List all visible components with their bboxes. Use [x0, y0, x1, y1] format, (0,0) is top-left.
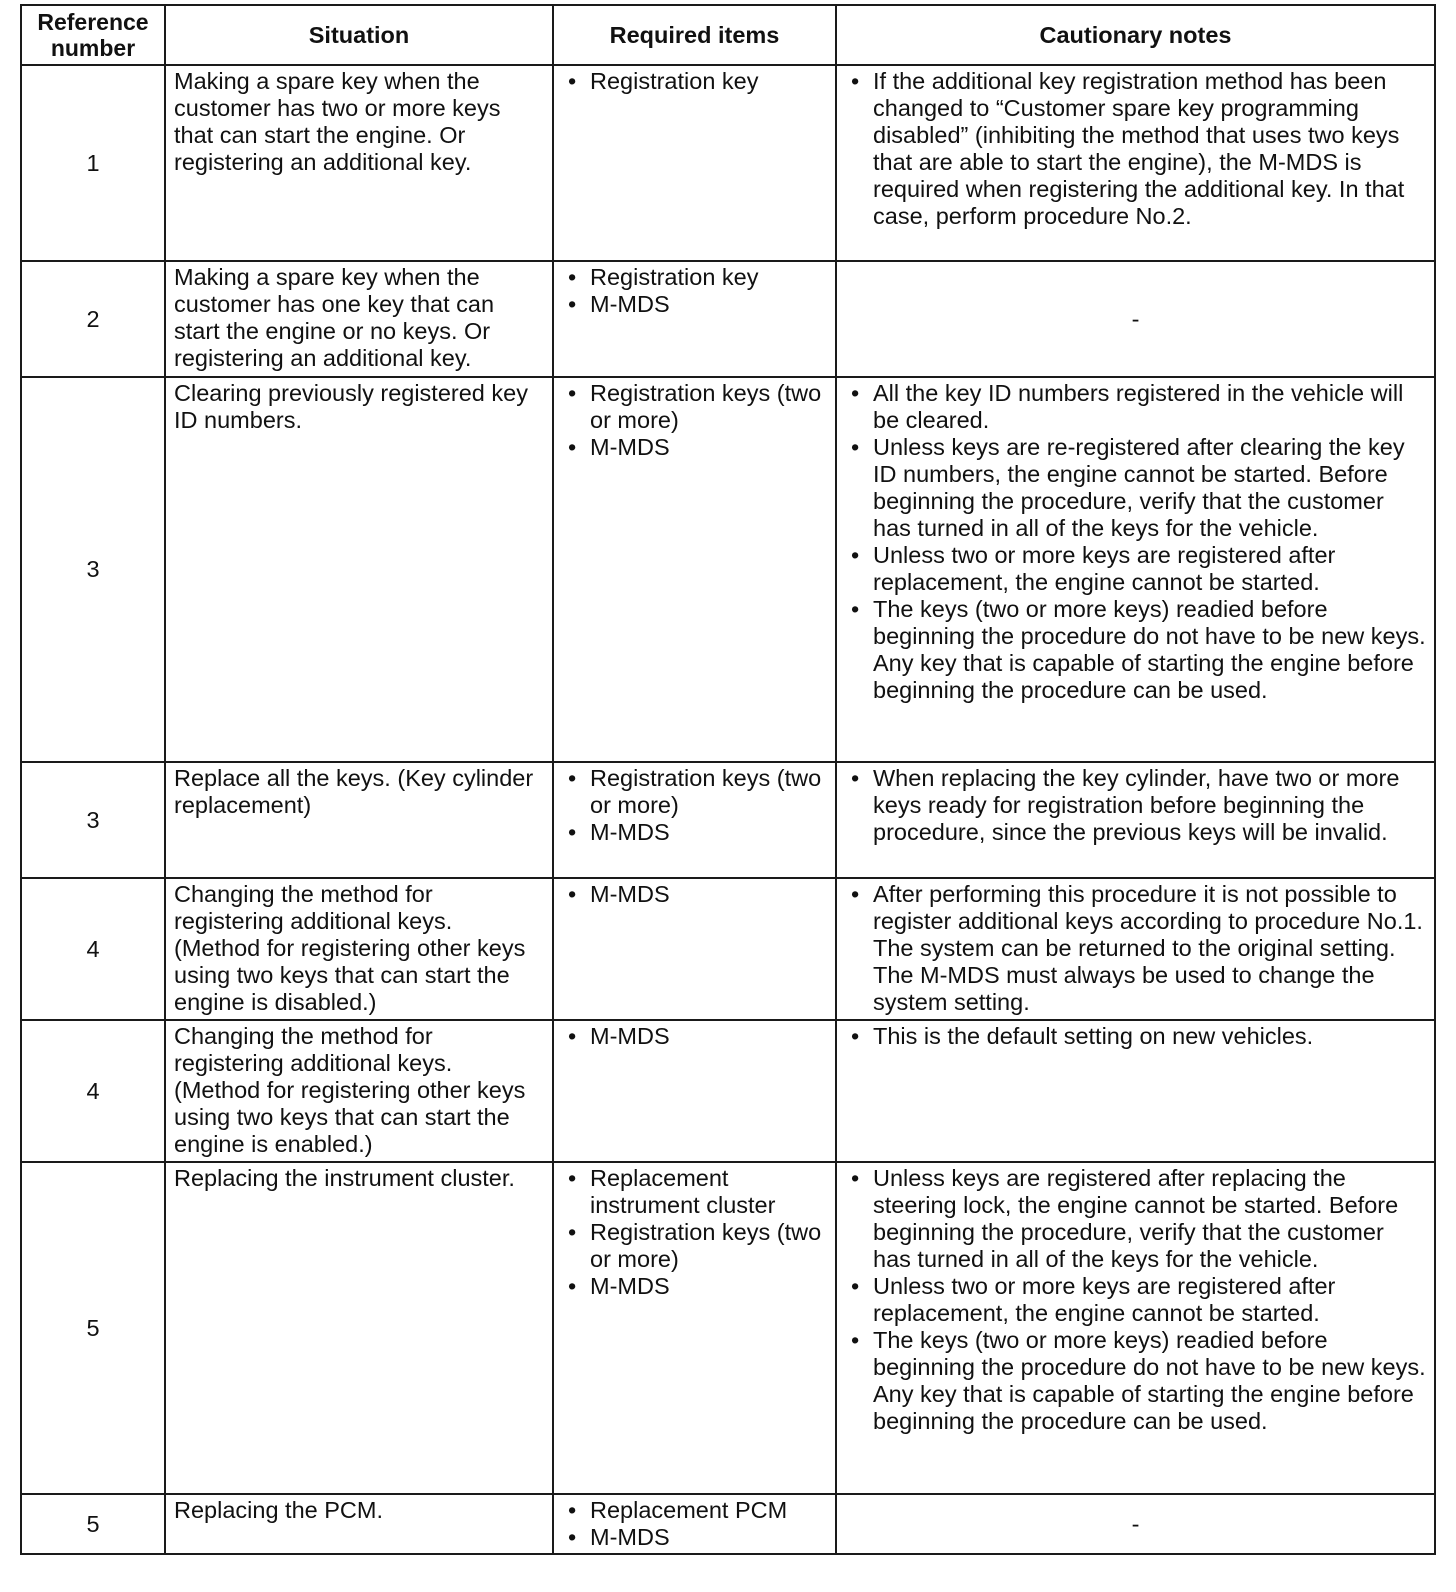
list-item: • Registration key — [590, 68, 827, 95]
reference-number-cell: 5 — [21, 1494, 165, 1554]
required-items-list — [562, 68, 827, 95]
cautionary-notes-cell: - — [836, 261, 1435, 377]
list-item: • Registration key — [590, 264, 827, 291]
table-row — [21, 762, 1435, 878]
situation-cell: Replacing the PCM. — [165, 1494, 553, 1554]
required-items-cell — [553, 1494, 836, 1554]
cautionary-notes-list — [845, 881, 1426, 1016]
list-item: • M-MDS — [590, 1273, 827, 1300]
required-items-list — [562, 1497, 827, 1551]
reference-number-cell: 1 — [21, 65, 165, 261]
list-item: • Registration keys (two or more) — [590, 380, 827, 434]
table-row — [21, 1020, 1435, 1162]
header-row — [21, 5, 1435, 65]
table-row — [21, 65, 1435, 261]
cautionary-notes-list — [845, 765, 1426, 846]
required-items-list — [562, 264, 827, 318]
situation-cell: Making a spare key when the customer has two or more keys that can start the engine. Or registering an additional key. — [165, 65, 553, 261]
required-items-list — [562, 881, 827, 908]
situation-cell: Replace all the keys. (Key cylinder replacement) — [165, 762, 553, 878]
table-row — [21, 878, 1435, 1020]
header-cautionary-notes: Cautionary notes — [836, 5, 1435, 65]
reference-number-cell: 3 — [21, 762, 165, 878]
reference-number-cell: 4 — [21, 1020, 165, 1162]
required-items-list — [562, 1165, 827, 1300]
list-item: • Unless keys are registered after replacing the steering lock, the engine cannot be started. Before beginning the procedure, verify that the customer has turned in all of the keys for the vehicle. — [873, 1165, 1426, 1273]
header-reference-number: Reference number — [21, 5, 165, 65]
reference-number-cell: 4 — [21, 878, 165, 1020]
situation-cell: Clearing previously registered key ID numbers. — [165, 377, 553, 762]
cautionary-notes-cell — [836, 1162, 1435, 1494]
list-item: • Unless two or more keys are registered after replacement, the engine cannot be started. — [873, 1273, 1426, 1327]
list-item: • The keys (two or more keys) readied before beginning the procedure do not have to be new keys. Any key that is capable of starting the engine before beginning the procedure can be used. — [873, 596, 1426, 704]
list-item: • Replacement instrument cluster — [590, 1165, 827, 1219]
cautionary-notes-cell — [836, 878, 1435, 1020]
required-items-list — [562, 1023, 827, 1050]
required-items-cell — [553, 878, 836, 1020]
list-item: • This is the default setting on new vehicles. — [873, 1023, 1426, 1050]
cautionary-notes-list — [845, 380, 1426, 704]
required-items-list — [562, 380, 827, 461]
required-items-cell — [553, 377, 836, 762]
required-items-cell — [553, 1162, 836, 1494]
cautionary-notes-list — [845, 1023, 1426, 1050]
header-situation: Situation — [165, 5, 553, 65]
list-item: • M-MDS — [590, 1524, 827, 1551]
table-row — [21, 261, 1435, 377]
cautionary-notes-cell — [836, 65, 1435, 261]
table-row — [21, 1494, 1435, 1554]
list-item: • Replacement PCM — [590, 1497, 827, 1524]
cautionary-notes-cell — [836, 762, 1435, 878]
cautionary-notes-cell — [836, 377, 1435, 762]
header-required-items: Required items — [553, 5, 836, 65]
list-item: • Registration keys (two or more) — [590, 765, 827, 819]
list-item: • When replacing the key cylinder, have two or more keys ready for registration before beginning the procedure, since the previous keys will be invalid. — [873, 765, 1426, 846]
required-items-list — [562, 765, 827, 846]
list-item: • If the additional key registration method has been changed to “Customer spare key programming disabled” (inhibiting the method that uses two keys that are able to start the engine), the M-MDS is required when registering the additional key. In that case, perform procedure No.2. — [873, 68, 1426, 230]
list-item: • Unless two or more keys are registered after replacement, the engine cannot be started. — [873, 542, 1426, 596]
cautionary-notes-cell — [836, 1020, 1435, 1162]
list-item: • After performing this procedure it is not possible to register additional keys according to procedure No.1. The system can be returned to the original setting. The M-MDS must always be used to change the system setting. — [873, 881, 1426, 1016]
situation-cell: Changing the method for registering additional keys. (Method for registering other keys using two keys that can start the engine is disabled.) — [165, 878, 553, 1020]
required-items-cell — [553, 65, 836, 261]
cautionary-notes-list — [845, 68, 1426, 230]
list-item: • M-MDS — [590, 291, 827, 318]
situation-cell: Making a spare key when the customer has one key that can start the engine or no keys. Or registering an additional key. — [165, 261, 553, 377]
situation-cell: Replacing the instrument cluster. — [165, 1162, 553, 1494]
list-item: • The keys (two or more keys) readied before beginning the procedure do not have to be new keys. Any key that is capable of starting the engine before beginning the procedure can be used. — [873, 1327, 1426, 1435]
list-item: • M-MDS — [590, 881, 827, 908]
required-items-cell — [553, 762, 836, 878]
required-items-cell — [553, 1020, 836, 1162]
cautionary-notes-cell: - — [836, 1494, 1435, 1554]
table-row — [21, 1162, 1435, 1494]
situation-cell: Changing the method for registering additional keys. (Method for registering other keys using two keys that can start the engine is enabled.) — [165, 1020, 553, 1162]
list-item: • All the key ID numbers registered in the vehicle will be cleared. — [873, 380, 1426, 434]
list-item: • M-MDS — [590, 434, 827, 461]
reference-number-cell: 5 — [21, 1162, 165, 1494]
required-items-cell — [553, 261, 836, 377]
list-item: • M-MDS — [590, 1023, 827, 1050]
cautionary-notes-list — [845, 1165, 1426, 1435]
list-item: • Registration keys (two or more) — [590, 1219, 827, 1273]
list-item: • M-MDS — [590, 819, 827, 846]
table-row — [21, 377, 1435, 762]
key-registration-table — [20, 4, 1436, 1555]
reference-number-cell: 2 — [21, 261, 165, 377]
list-item: • Unless keys are re-registered after clearing the key ID numbers, the engine cannot be started. Before beginning the procedure, verify that the customer has turned in all of the keys for the vehicle. — [873, 434, 1426, 542]
reference-number-cell: 3 — [21, 377, 165, 762]
